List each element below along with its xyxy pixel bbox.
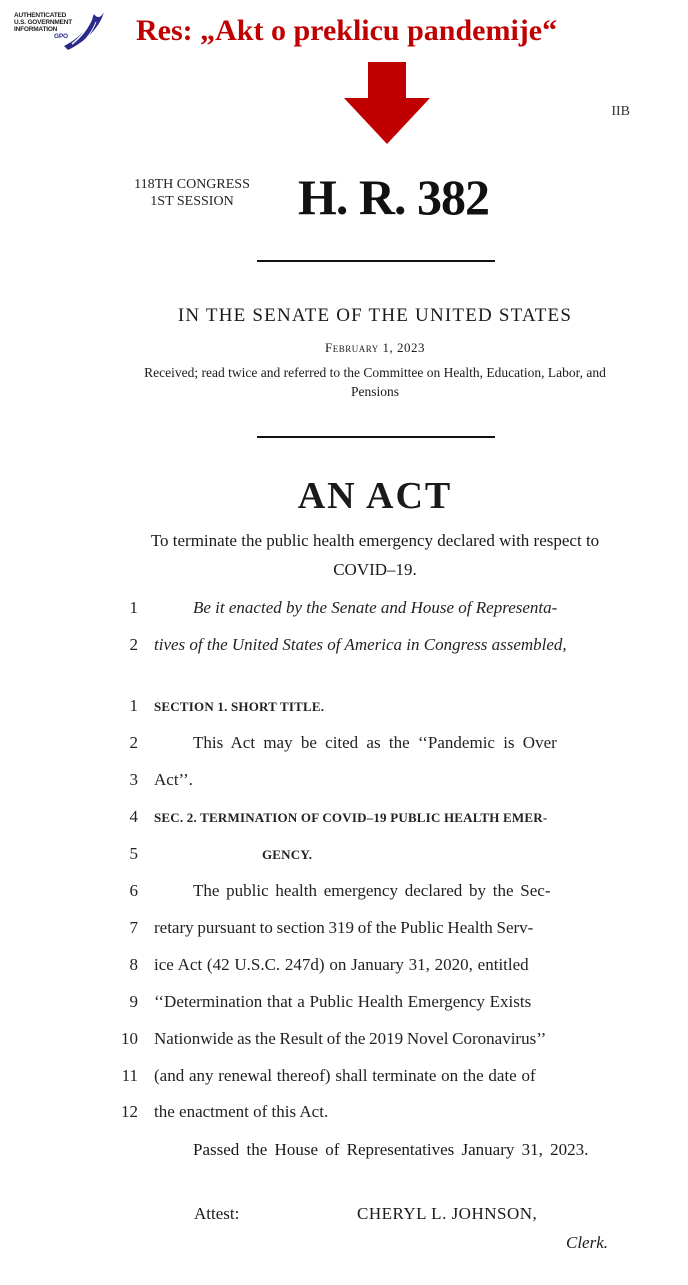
clerk-name: CHERYL L. JOHNSON, bbox=[357, 1204, 538, 1223]
chamber-heading: IN THE SENATE OF THE UNITED STATES bbox=[177, 305, 573, 326]
attest-label: Attest: bbox=[194, 1204, 240, 1223]
enacting-line: tives of the United States of America in Congress assembled, bbox=[154, 635, 567, 654]
line-number: 11 bbox=[121, 1066, 138, 1085]
line-number: 2 bbox=[129, 635, 138, 654]
line-number: 1 bbox=[129, 598, 138, 617]
body-line: retary pursuant to section 319 of the Public Health Serv- bbox=[154, 918, 534, 937]
clerk-title: Clerk. bbox=[566, 1233, 609, 1252]
logo-line: INFORMATION bbox=[14, 26, 58, 33]
line-number: 2 bbox=[129, 733, 138, 752]
section-heading: GENCY. bbox=[262, 847, 313, 862]
logo-line: AUTHENTICATED bbox=[14, 12, 67, 19]
act-title: AN ACT bbox=[297, 475, 453, 517]
bill-number: H. R. 382 bbox=[298, 169, 489, 225]
body-line: (and any renewal thereof) shall terminate on the date of bbox=[154, 1066, 536, 1085]
congress-session bbox=[118, 176, 266, 210]
date-line: February 1, 2023 bbox=[325, 340, 425, 355]
body-line: The public health emergency declared by the Sec- bbox=[193, 881, 551, 900]
session-line: 1ST SESSION bbox=[150, 194, 234, 209]
section-heading: SECTION 1. SHORT TITLE. bbox=[154, 699, 325, 714]
logo-line: GPO bbox=[54, 33, 68, 40]
line-number: 5 bbox=[129, 844, 138, 863]
referral-text: Received; read twice and referred to the Committee on Health, Education, Labor, and Pensions bbox=[144, 365, 606, 399]
logo-line: U.S. GOVERNMENT bbox=[14, 19, 73, 26]
divider bbox=[257, 436, 495, 438]
line-number: 1 bbox=[129, 696, 138, 715]
arrow-down-icon bbox=[342, 62, 432, 146]
section-heading: SEC. 2. TERMINATION OF COVID–19 PUBLIC HEALTH EMER- bbox=[154, 810, 548, 825]
document-code: IIB bbox=[611, 104, 630, 119]
line-number: 7 bbox=[129, 918, 138, 937]
line-number: 6 bbox=[129, 881, 138, 900]
body-line: the enactment of this Act. bbox=[154, 1102, 329, 1121]
line-number: 4 bbox=[129, 807, 138, 826]
eagle-icon bbox=[58, 6, 106, 52]
body-line: Act’’. bbox=[154, 770, 193, 789]
body-line: ‘‘Determination that a Public Health Emergency Exists bbox=[154, 992, 532, 1011]
body-line: ice Act (42 U.S.C. 247d) on January 31, 2020, entitled bbox=[154, 955, 529, 974]
body-line: Nationwide as the Result of the 2019 Novel Coronavirus’’ bbox=[154, 1029, 547, 1048]
line-number: 3 bbox=[129, 770, 138, 789]
passed-statement bbox=[154, 1136, 632, 1164]
headline: Res: „Akt o preklicu pandemije“ bbox=[136, 14, 558, 47]
divider bbox=[257, 260, 495, 262]
line-number: 12 bbox=[121, 1102, 138, 1121]
passed-text: Passed the House of Representatives January 31, 2023. bbox=[193, 1140, 589, 1159]
line-number: 10 bbox=[121, 1029, 138, 1048]
line-number: 8 bbox=[129, 955, 138, 974]
body-line: This Act may be cited as the ‘‘Pandemic is Over bbox=[193, 733, 557, 752]
congress-line: 118TH CONGRESS bbox=[134, 177, 250, 192]
act-purpose: To terminate the public health emergency declared with respect to COVID–19. bbox=[150, 531, 600, 579]
enacting-clause bbox=[193, 598, 630, 618]
line-number: 9 bbox=[129, 992, 138, 1011]
enacting-line: Be it enacted by the Senate and House of Representa- bbox=[193, 598, 558, 617]
